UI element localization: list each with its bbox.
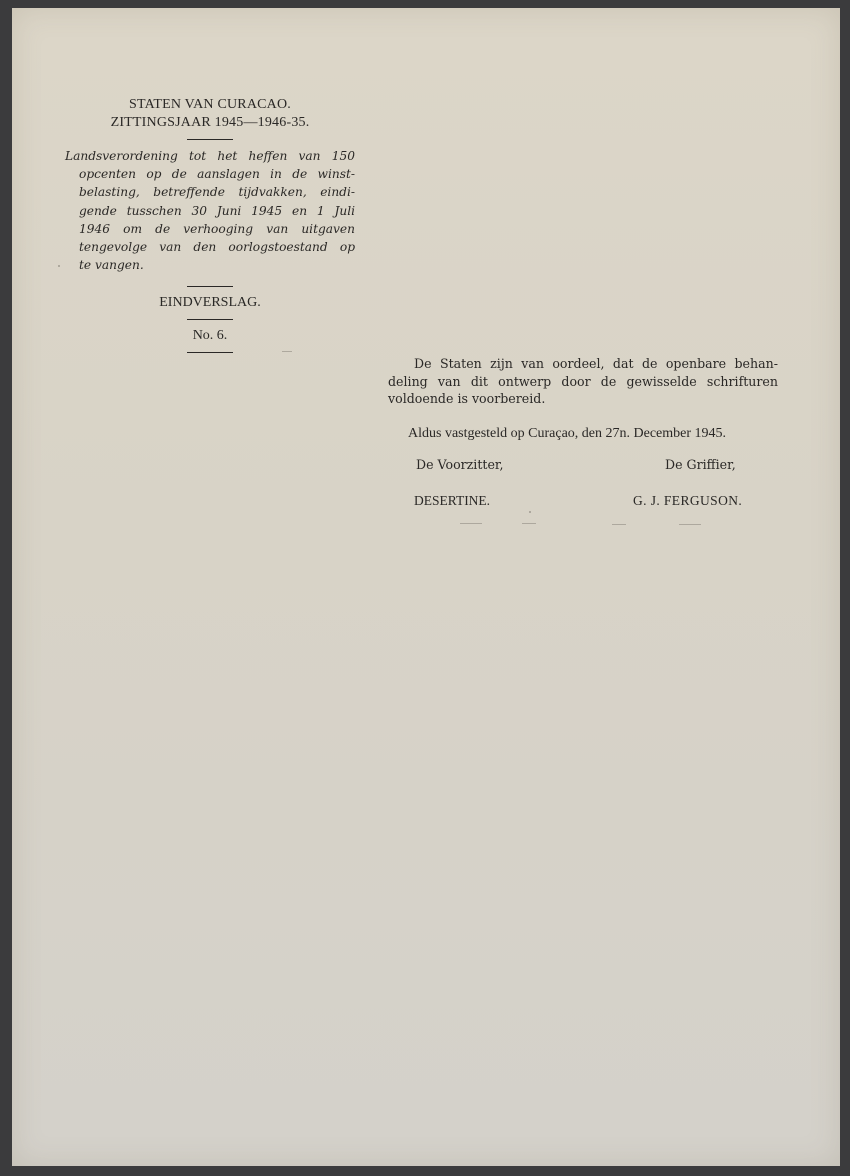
signature-names [388,492,778,512]
divider [187,319,233,320]
paper-mark [529,511,531,513]
paper-mark [522,523,536,524]
description-line: tengevolge van den oorlogstoestand op [79,240,355,255]
body-paragraph [388,355,778,408]
left-column [60,96,360,360]
report-body [388,355,778,512]
paper-mark [58,265,60,267]
paper-mark [612,524,626,525]
chair-title: De Voorzitter, [416,457,504,472]
report-type: EINDVERSLAG. [159,295,261,311]
description-line: belasting, betreffende tijdvakken, eindi- [79,185,355,200]
divider [187,286,233,287]
divider [187,352,233,353]
clerk-title: De Griffier, [665,457,736,472]
clerk-name: G. J. FERGUSON. [633,493,743,508]
adoption-statement: Aldus vastgesteld op Curaçao, den 27n. December 1945. [408,425,727,441]
session-year: ZITTINGSJAAR 1945—1946-35. [110,115,310,130]
description-line: Landsverordening tot het heffen van 150 [65,149,355,163]
paper-mark [460,523,482,524]
description-line: 1946 om de verhooging van uitgaven [79,221,355,236]
chair-name: DESERTINE. [414,493,491,508]
paragraph-line: voldoende is voorbereid. [388,391,546,406]
document-page [12,8,840,1166]
ordinance-description [65,147,355,274]
assembly-title: STATEN VAN CURACAO. [128,97,292,112]
paper-mark [282,351,292,352]
description-line: opcenten op de aanslagen in de winst- [79,167,355,182]
report-number: No. 6. [192,328,228,344]
paragraph-line: deling van dit ontwerp door de gewisselde schrifturen [388,373,778,389]
description-line: gende tusschen 30 Juni 1945 en 1 Juli [79,203,355,218]
description-line: te vangen. [79,258,144,273]
paragraph-line: De Staten zijn van oordeel, dat de openbare behan- [414,356,778,371]
paper-mark [679,524,701,525]
divider [187,139,233,140]
signature-titles [388,456,778,476]
